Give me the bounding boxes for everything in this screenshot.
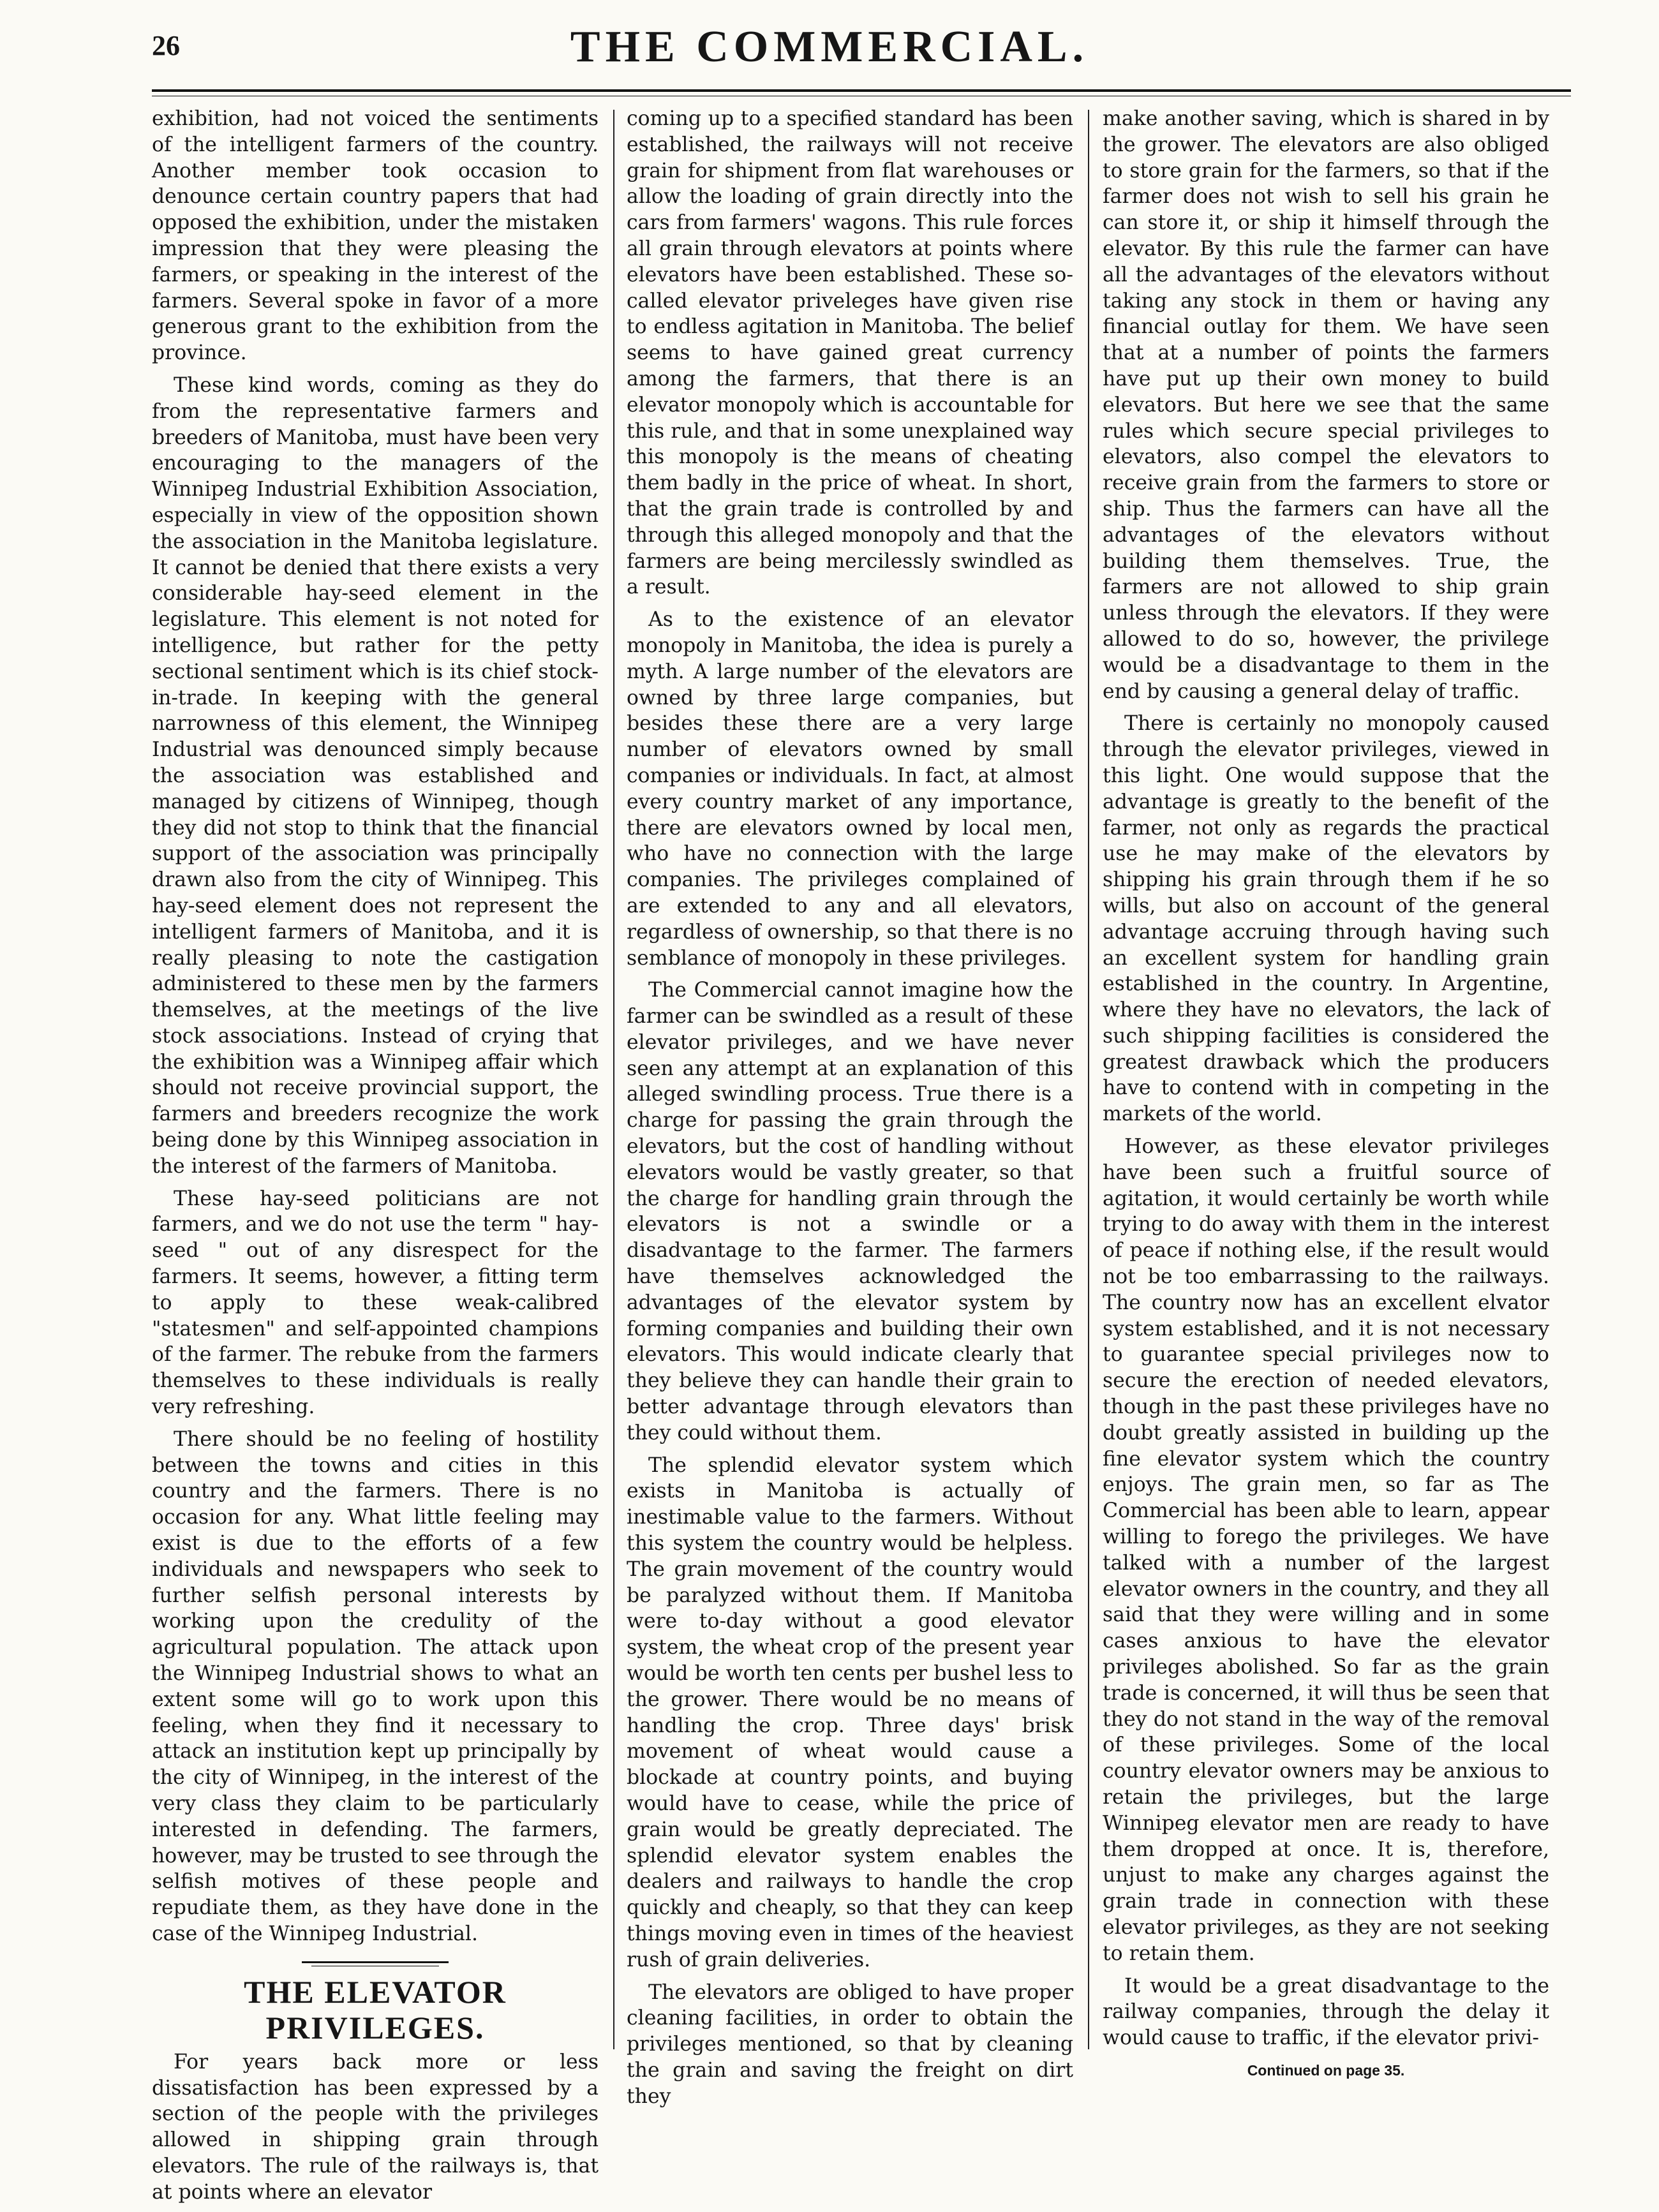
paragraph: The elevators are obliged to have proper cleaning facilities, in order to obtain the privileges mentioned, so that by cleaning the grain and saving the freight on dirt they — [627, 1980, 1073, 2108]
column-divider — [613, 110, 614, 2049]
paragraph: For years back more or less dissatisfaction has been expressed by a section of the people with the privileges allowed in shipping grain through elevators. The rule of the railways is, that at points where an elevator — [152, 2050, 599, 2204]
paragraph: These kind words, coming as they do from the representative farmers and breeders of Manitoba, must have been very encouraging to the managers of the Winnipeg Industrial Exhibition Association, especially in view of the opposition shown the association in the Manitoba legislature. It cannot be denied that there exists a very considerable hay-seed element in the legislature. This element is not noted for intelligence, but rather for the petty sectional sentiment which is its chief stock-in-trade. In keeping with the general narrowness of this element, the Winnipeg Industrial was denounced simply because the association was established and managed by citizens of Winnipeg, though they did not stop to think that the financial support of the association was principally drawn also from the city of Winnipeg. This hay-seed element does not represent the intelligent farmers of Manitoba, and it is really pleasing to note the castigation administered to these men by the farmers themselves, at the meetings of the live stock associations. Instead of crying that the exhibition was a Winnipeg affair which should not receive provincial support, the farmers and breeders recognize the work being done by this Winnipeg association in the interest of the farmers of Manitoba. — [152, 373, 599, 1178]
paragraph: It would be a great disadvantage to the railway companies, through the delay it would cause to traffic, if the elevator privi- — [1103, 1974, 1549, 2050]
section-heading: THE ELEVATOR PRIVILEGES. — [244, 1973, 507, 2045]
column-divider — [1088, 110, 1089, 2049]
header-rule — [152, 89, 1571, 92]
paragraph: However, as these elevator privileges have been such a fruitful source of agitation, it would certainly be worth while trying to do away with them in the interest of peace if nothing else, if the result would not be too embarrassing to the railways. The country now has an excellent elvator system established, and it is not necessary to guarantee special privileges now to secure the erection of needed elevators, though in the past these privileges have no doubt greatly assisted in building up the fine elevator system which the country enjoys. The grain men, so far as The Commercial has been able to learn, appear willing to forego the privileges. We have talked with a number of the largest elevator owners in the country, and they all said that they were willing and in some cases anxious to have the elevator privileges abolished. So far as the grain trade is concerned, it will thus be seen that they do not stand in the way of the removal of these privileges. Some of the local country elevator owners may be anxious to retain the privileges, but the large Winnipeg elevator men are ready to have them dropped at once. It is, therefore, unjust to make any charges against the grain trade in connection with these elevator privileges, as they are not seeking to retain them. — [1103, 1135, 1549, 1965]
column-3 — [1103, 106, 1549, 2084]
paragraph: There is certainly no monopoly caused through the elevator privileges, viewed in this light. One would suppose that the advantage is greatly to the benefit of the farmer, not only as regards the practical use he may make of the elevators by shipping his grain through them if he so wills, but also on account of the general advantage accruing through having such an excellent system for handling grain established in the country. In Argentine, where they have no elevators, the lack of such shipping facilities is considered the greatest drawback which the producers have to contend with in competing in the markets of the world. — [1103, 712, 1549, 1126]
continued-note: Continued on page 35. — [1247, 2061, 1405, 2079]
column-2 — [627, 106, 1073, 2116]
page-number: 26 — [152, 30, 180, 61]
masthead: THE COMMERCIAL. — [570, 22, 1089, 71]
section-divider — [302, 1961, 449, 1963]
paragraph: exhibition, had not voiced the sentiments of the intelligent farmers of the country. Another member took occasion to denounce certain country papers that had opposed the exhibition, under the mistaken impression that they were pleasing the farmers, or speaking in the interest of the farmers. Several spoke in favor of a more generous grant to the exhibition from the province. — [152, 107, 599, 365]
paragraph: As to the existence of an elevator monopoly in Manitoba, the idea is purely a myth. A large number of the elevators are owned by three large companies, but besides these there are a very large number of elevators owned by small companies or individuals. In fact, at almost every country market of any importance, there are elevators owned by local men, who have no connection with the large companies. The privileges complained of are extended to any and all elevators, regardless of ownership, so that there is no semblance of monopoly in these privileges. — [627, 608, 1073, 970]
column-1 — [152, 106, 599, 2212]
paragraph: make another saving, which is shared in by the grower. The elevators are also obliged to store grain for the farmers, so that if the farmer does not wish to sell his grain he can store it, or ship it himself through the elevator. By this rule the farmer can have all the advantages of the elevators without taking any stock in them or having any financial outlay for them. We have seen that at a number of points the farmers have put up their own money to build elevators. But here we see that the same rules which secure special privileges to elevators, also compel the elevators to receive grain from the farmers to store or ship. Thus the farmers can have all the advantages of the elevators without building them themselves. True, the farmers are not allowed to ship grain unless through the elevators. If they were allowed to do so, however, the privilege would be a disadvantage to them in the end by causing a general delay of traffic. — [1103, 107, 1549, 703]
paragraph: coming up to a specified standard has been established, the railways will not receive grain for shipment from flat warehouses or allow the loading of grain directly into the cars from farmers' wagons. This rule forces all grain through elevators at points where elevators have been established. These so-called elevator priveleges have given rise to endless agitation in Manitoba. The belief seems to have gained great currency among the farmers, that there is an elevator monopoly which is accountable for this rule, and that in some unexplained way this monopoly is the means of cheating them badly in the price of wheat. In short, that the grain trade is controlled by and through this alleged monopoly and that the farmers are being mercilessly swindled as a result. — [627, 107, 1073, 599]
paragraph: There should be no feeling of hostility between the towns and cities in this country and the farmers. There is no occasion for any. What little feeling may exist is due to the efforts of a few individuals and newspapers who seek to further selfish personal interests by working upon the credulity of the agricultural population. The attack upon the Winnipeg Industrial shows to what an extent some will go to work upon this feeling, when they find it necessary to attack an institution kept up principally by the city of Winnipeg, in the interest of the very class they claim to be particularly interested in defending. The farmers, however, may be trusted to see through the selfish motives of these people and repudiate them, as they have done in the case of the Winnipeg Industrial. — [152, 1427, 599, 1945]
paragraph: These hay-seed politicians are not farmers, and we do not use the term " hay-seed " out of any disrespect for the farmers. It seems, however, a fitting term to apply to these weak-calibred "statesmen" and self-appointed champions of the farmer. The rebuke from the farmers themselves to these individuals is really very refreshing. — [152, 1187, 599, 1419]
paragraph: The Commercial cannot imagine how the farmer can be swindled as a result of these elevator privileges, and we have never seen any attempt at an explanation of this alleged swindling process. True there is a charge for passing the grain through the elevators, but the cost of handling without elevators would be vastly greater, so that the charge for handling grain through the elevators is not a swindle or a disadvantage to the farmer. The farmers have themselves acknowledged the advantages of the elevator system by forming companies and building their own elevators. This would indicate clearly that they believe they can handle their grain to better advantage through elevators than they could without them. — [627, 979, 1073, 1444]
paragraph: The splendid elevator system which exists in Manitoba is actually of inestimable value to the farmers. Without this system the country would be helpless. The grain movement of the country would be paralyzed without them. If Manitoba were to-day without a good elevator system, the wheat crop of the present year would be worth ten cents per bushel less to the grower. There would be no means of handling the crop. Three days' brisk movement of wheat would cause a blockade at country points, and buying would have to cease, while the price of grain would be greatly depreciated. The splendid elevator system enables the dealers and railways to handle the crop quickly and cheaply, so that they can keep things moving even in times of the heaviest rush of grain deliveries. — [627, 1453, 1073, 1971]
